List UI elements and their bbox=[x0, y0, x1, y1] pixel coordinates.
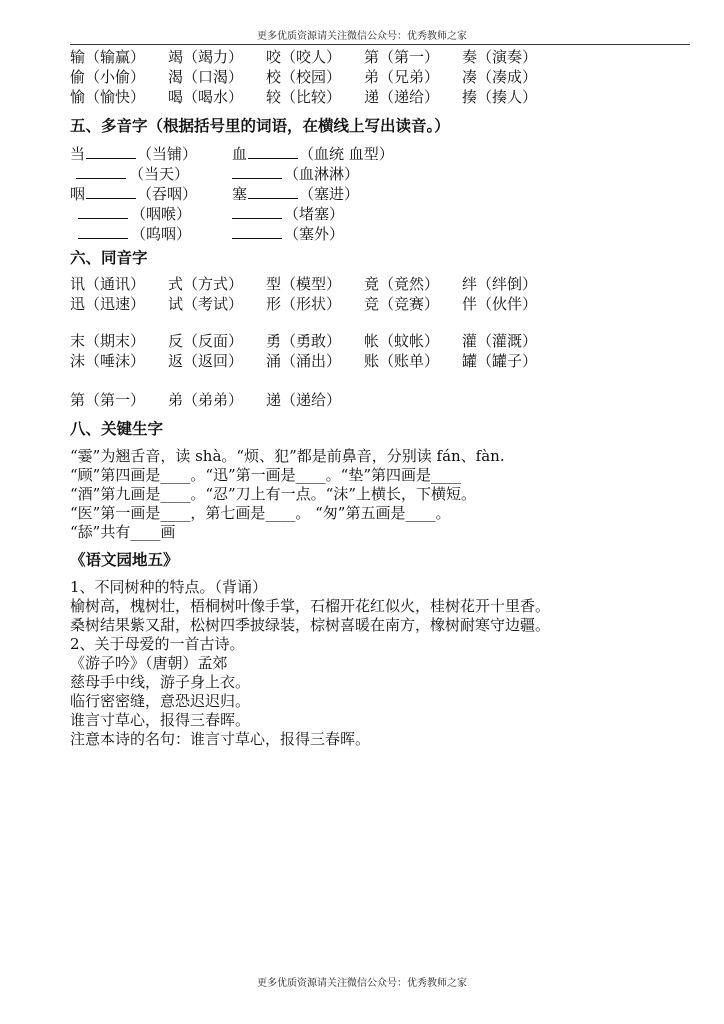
char-label: 当 bbox=[70, 145, 86, 163]
table-cell: 形（形状） bbox=[266, 295, 342, 313]
char-label: 咽 bbox=[70, 185, 86, 203]
table-cell: 竭（竭力） bbox=[168, 48, 244, 66]
table-cell: 讯（通讯） bbox=[70, 275, 146, 293]
answer-blank[interactable] bbox=[86, 184, 136, 199]
section6-title: 六、同音字 bbox=[70, 249, 148, 267]
table-cell: 罐（罐子） bbox=[462, 352, 538, 370]
answer-blank[interactable] bbox=[248, 144, 298, 159]
table-cell: 咬（咬人） bbox=[266, 48, 342, 66]
table-cell: 递（递给） bbox=[364, 88, 440, 106]
table-cell: 迅（迅速） bbox=[70, 295, 146, 313]
answer-blank[interactable] bbox=[78, 204, 128, 219]
table-cell: 竟（竟然） bbox=[364, 275, 440, 293]
answer-blank[interactable] bbox=[76, 164, 126, 179]
table-cell: 弟（兄弟） bbox=[364, 68, 440, 86]
note-line: “霎”为翘舌音，读 shà。“烦、犯”都是前鼻音，分别读 fán、fàn. bbox=[70, 447, 505, 465]
table-cell: 式（方式） bbox=[168, 275, 244, 293]
table-cell: 返（返回） bbox=[168, 352, 244, 370]
header-divider bbox=[70, 44, 690, 45]
table-cell: 偷（小偷） bbox=[70, 68, 146, 86]
page-footer: 更多优质资源请关注微信公众号：优秀教师之家 bbox=[257, 978, 467, 989]
table-cell: 涌（涌出） bbox=[266, 352, 342, 370]
table-cell: 勇（勇敢） bbox=[266, 332, 342, 350]
section5-title: 五、多音字（根据括号里的词语，在横线上写出读音。） bbox=[70, 117, 450, 135]
table-cell: 沫（唾沫） bbox=[70, 352, 146, 370]
answer-blank[interactable] bbox=[232, 204, 282, 219]
content-line: 榆树高，槐树壮，梧桐树叶像手掌，石榴开花红似火，桂树花开十里香。 bbox=[70, 597, 551, 615]
content-line: 1、不同树种的特点。（背诵） bbox=[70, 578, 268, 596]
content-line: 2、关于母爱的一首古诗。 bbox=[70, 635, 245, 653]
table-cell: 竞（竞赛） bbox=[364, 295, 440, 313]
table-cell: 第（第一） bbox=[364, 48, 440, 66]
word-hint: （血淋淋） bbox=[284, 165, 360, 183]
table-cell: 递（递给） bbox=[266, 391, 342, 409]
answer-blank[interactable] bbox=[86, 144, 136, 159]
key-characters-notes bbox=[70, 447, 505, 542]
content-line: 桑树结果紫又甜，松树四季披绿装，棕树喜暖在南方，橡树耐寒守边疆。 bbox=[70, 616, 551, 634]
table-cell: 伴（伙伴） bbox=[462, 295, 538, 313]
table-cell: 灌（灌溉） bbox=[462, 332, 538, 350]
note-line: “医”第一画是____，第七画是____。 “匆”第五画是____。 bbox=[70, 504, 451, 522]
garden-content bbox=[70, 578, 550, 749]
content-line: 注意本诗的名句：谁言寸草心，报得三春晖。 bbox=[70, 730, 371, 748]
word-hint: （咽喉） bbox=[131, 205, 192, 223]
table-cell: 弟（弟弟） bbox=[168, 391, 244, 409]
table-cell: 账（账单） bbox=[364, 352, 440, 370]
word-hint: （呜咽） bbox=[131, 225, 192, 243]
table-cell: 试（考试） bbox=[168, 295, 244, 313]
table-cell: 较（比较） bbox=[266, 88, 342, 106]
content-line: 临行密密缝，意恐迟迟归。 bbox=[70, 692, 251, 710]
table-cell: 输（输赢） bbox=[70, 48, 146, 66]
section8-title: 八、关键生字 bbox=[70, 420, 164, 438]
table-cell: 渴（口渴） bbox=[168, 68, 244, 86]
garden-title: 《语文园地五》 bbox=[70, 551, 179, 569]
table-cell: 第（第一） bbox=[70, 391, 146, 409]
table-cell: 愉（愉快） bbox=[70, 88, 146, 106]
word-hint: （当天） bbox=[129, 165, 190, 183]
table-cell: 奏（演奏） bbox=[462, 48, 538, 66]
table-cell: 反（反面） bbox=[168, 332, 244, 350]
table-cell: 揍（揍人） bbox=[462, 88, 538, 106]
note-line: “顾”第四画是____。“迅”第一画是____。“垫”第四画是____ bbox=[70, 466, 462, 484]
word-hint: （血统 血型） bbox=[299, 145, 394, 163]
word-hint: （吞咽） bbox=[137, 185, 198, 203]
table-cell: 帐（蚊帐） bbox=[364, 332, 440, 350]
table-cell: 凑（凑成） bbox=[462, 68, 538, 86]
word-hint: （当铺） bbox=[137, 145, 198, 163]
table-cell: 校（校园） bbox=[266, 68, 342, 86]
answer-blank[interactable] bbox=[232, 224, 282, 239]
page-header: 更多优质资源请关注微信公众号：优秀教师之家 bbox=[257, 31, 467, 42]
table-cell: 喝（喝水） bbox=[168, 88, 244, 106]
answer-blank[interactable] bbox=[78, 224, 128, 239]
note-line: “酒”第九画是____。“忍”刀上有一点。“沫”上横长，下横短。 bbox=[70, 485, 477, 503]
word-hint: （堵塞） bbox=[284, 205, 345, 223]
char-label: 塞 bbox=[232, 185, 248, 203]
content-line: 谁言寸草心，报得三春晖。 bbox=[70, 711, 251, 729]
char-label: 血 bbox=[232, 145, 248, 163]
word-hint: （塞外） bbox=[284, 225, 345, 243]
table-cell: 型（模型） bbox=[266, 275, 342, 293]
content-line: 慈母手中线，游子身上衣。 bbox=[70, 673, 251, 691]
answer-blank[interactable] bbox=[232, 164, 282, 179]
table-cell: 绊（绊倒） bbox=[462, 275, 538, 293]
word-hint: （塞进） bbox=[299, 185, 360, 203]
answer-blank[interactable] bbox=[248, 184, 298, 199]
content-line: 《游子吟》（唐朝）孟郊 bbox=[70, 654, 228, 672]
table-cell: 末（期末） bbox=[70, 332, 146, 350]
note-line: “舔”共有____画 bbox=[70, 523, 176, 541]
